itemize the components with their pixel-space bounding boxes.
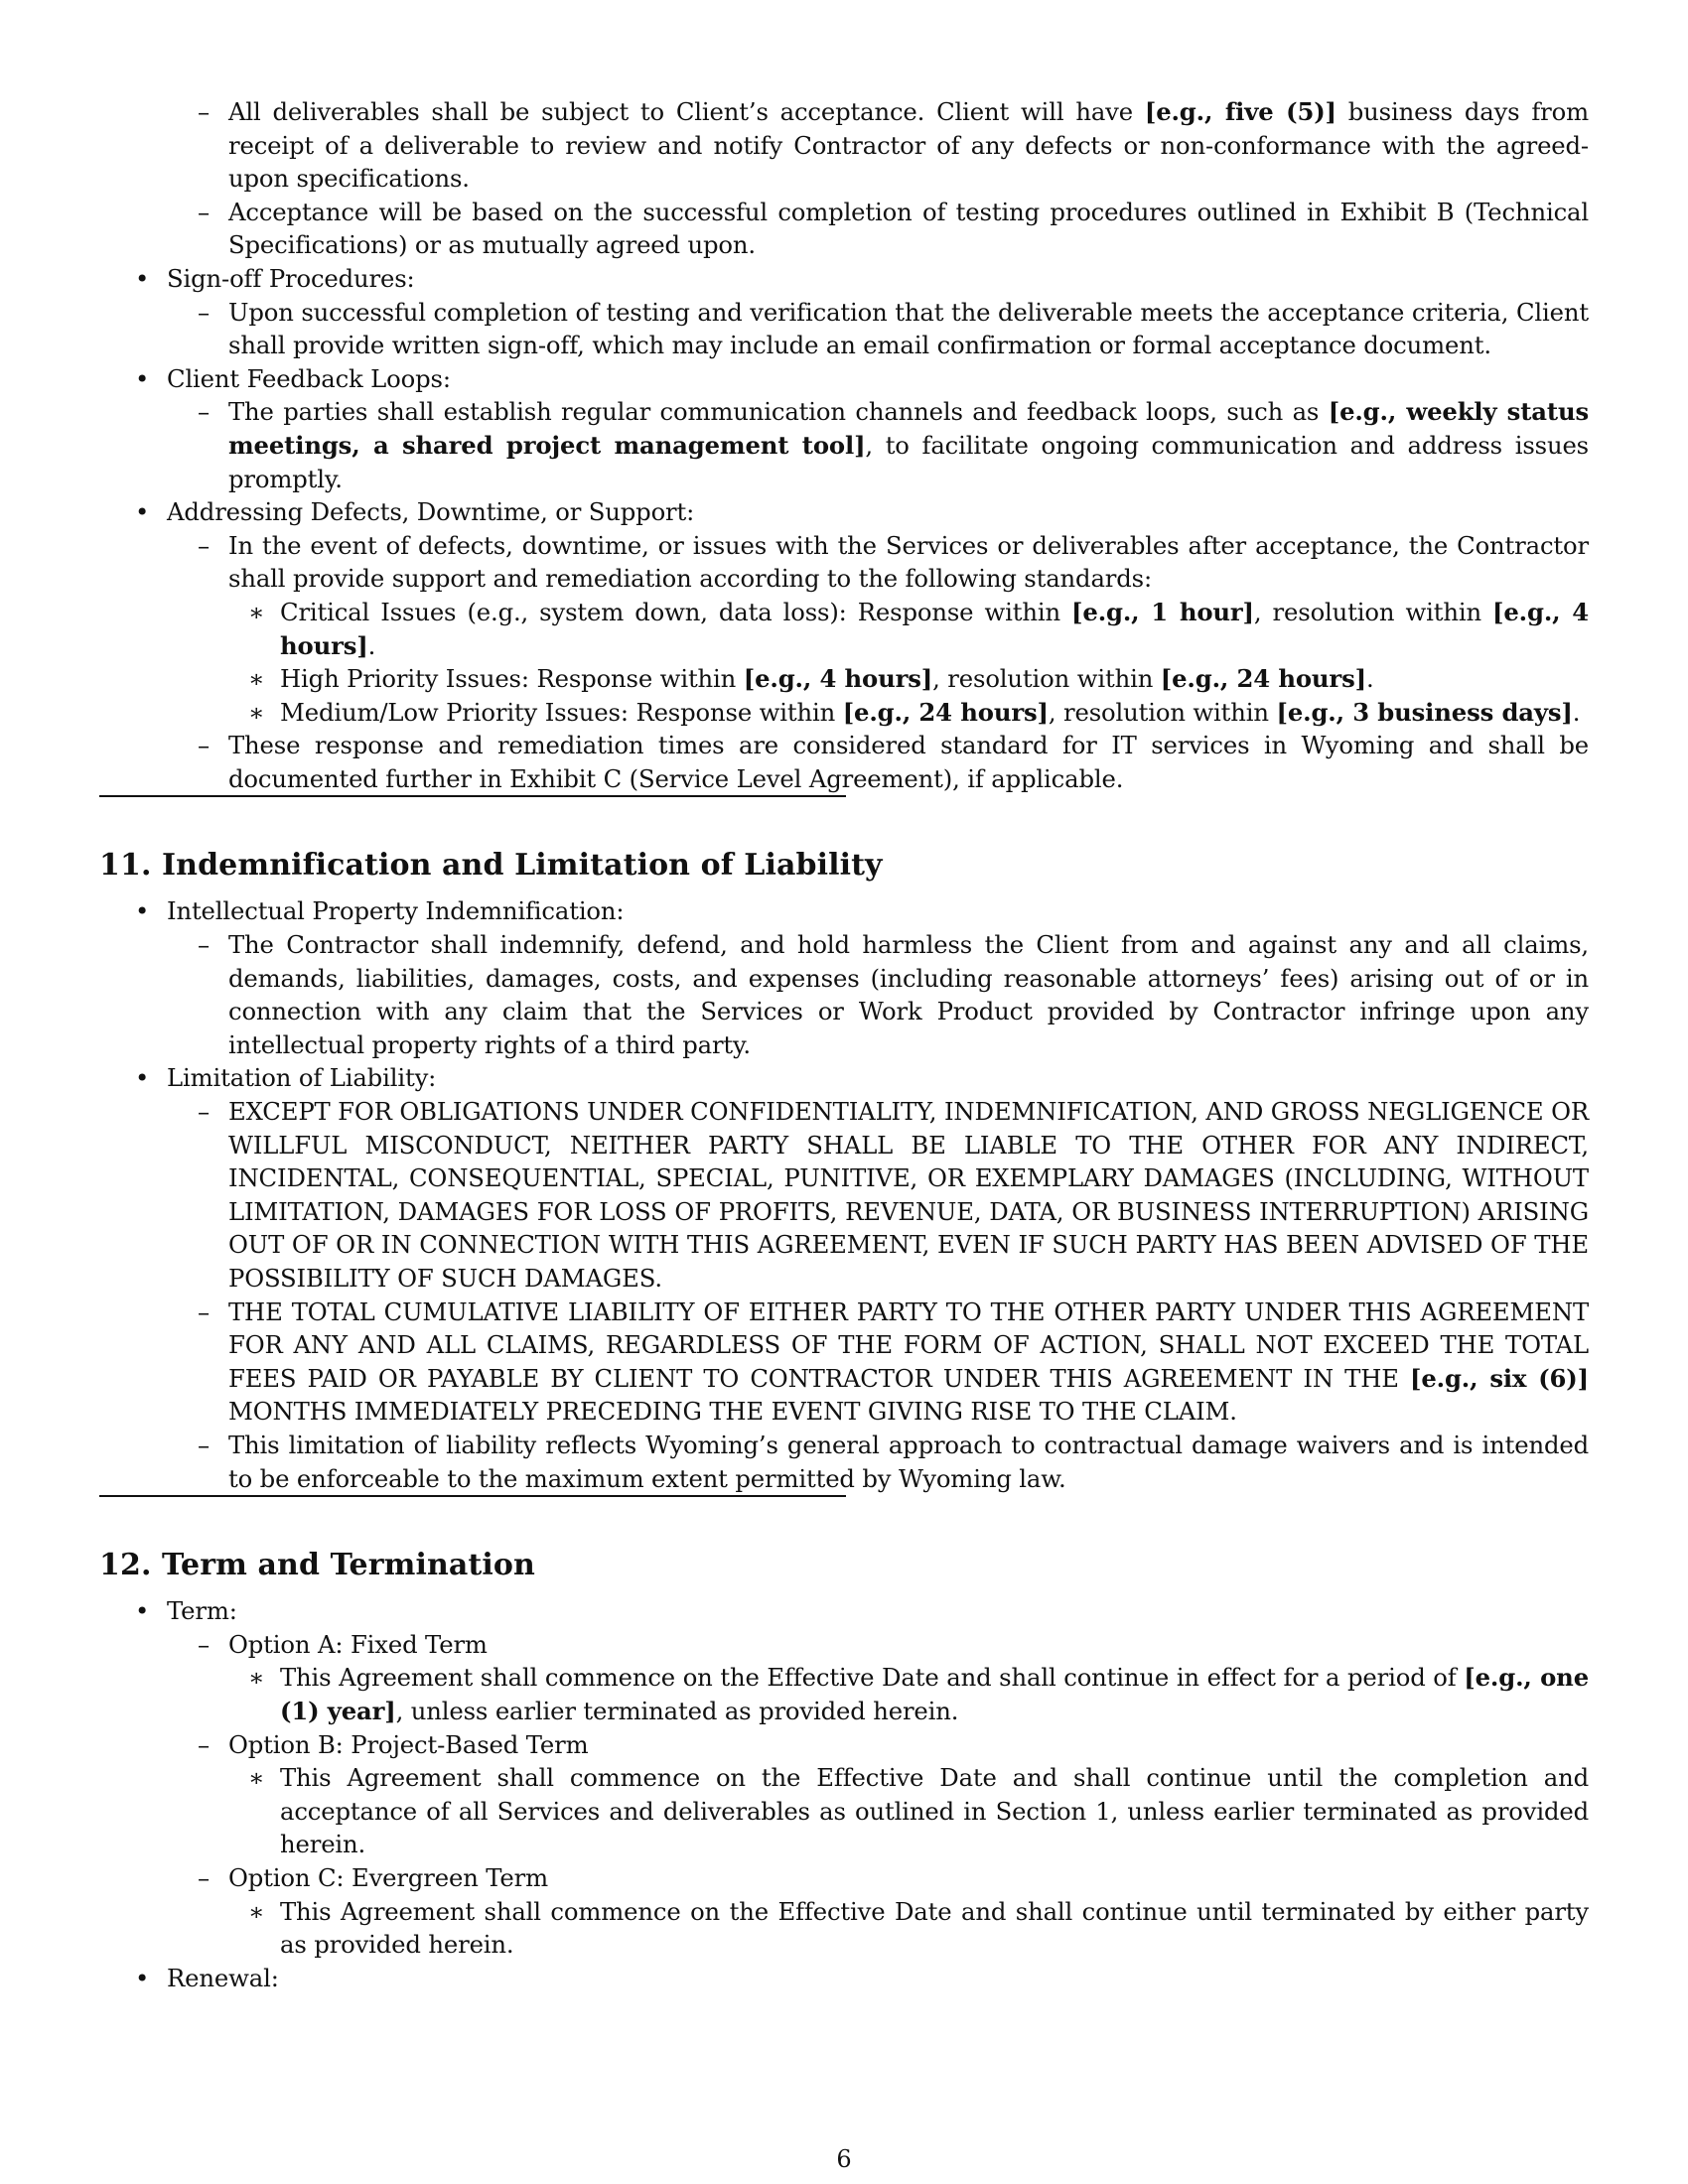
dash-marker: –	[198, 1629, 210, 1659]
list-item: ∗ This Agreement shall commence on the Effective Date and shall continue until the completion and acceptance of all Services and deliverables as outlined in Section 1, unless earlier terminated as provided herein.	[248, 1763, 1589, 1859]
document-body	[99, 95, 1589, 1994]
signoff-label: Sign-off Procedures:	[167, 263, 415, 293]
list-item: ∗ High Priority Issues: Response within [e.g., 4 hours], resolution within [e.g., 24 hours].	[99, 662, 1589, 696]
list-item: • Term:	[99, 1594, 1589, 1628]
list-item: ∗ This Agreement shall commence on the Effective Date and shall continue until terminated by either party as provided herein.	[248, 1896, 1589, 1960]
list-item	[99, 262, 1589, 296]
dash-marker: –	[198, 930, 210, 960]
defects-label: Addressing Defects, Downtime, or Support:	[167, 497, 695, 527]
star-marker: ∗	[248, 664, 265, 694]
dash-marker: –	[198, 731, 210, 760]
dash-marker: –	[198, 530, 210, 560]
bullet-marker: •	[135, 263, 150, 293]
star-marker: ∗	[248, 1763, 265, 1793]
list-item: • Limitation of Liability:	[99, 1061, 1589, 1095]
dash-marker: –	[198, 397, 210, 427]
list-item: – Option A: Fixed Term	[99, 1628, 1589, 1662]
page-number: 6	[836, 2145, 852, 2173]
section-divider	[99, 795, 846, 797]
bullet-marker: •	[135, 1963, 150, 1992]
star-marker: ∗	[248, 697, 265, 727]
list-item: – THE TOTAL CUMULATIVE LIABILITY OF EITHER PARTY TO THE OTHER PARTY UNDER THIS AGREEMENT FOR ANY AND ALL CLAIMS, REGARDLESS OF THE FORM OF ACTION, SHALL NOT EXCEED THE TOTAL FEES PAID OR PAYABLE BY CLIENT TO CONTRACTOR UNDER THIS AGREEMENT IN THE [e.g., six (6)] MONTHS IMMEDIATELY PRECEDING THE EVENT GIVING RISE TO THE CLAIM.	[198, 1297, 1589, 1427]
bullet-marker: •	[135, 896, 150, 926]
list-item: ∗ This Agreement shall commence on the Effective Date and shall continue in effect for a period of [e.g., one (1) year], unless earlier terminated as provided herein.	[248, 1663, 1589, 1725]
bullet-marker: •	[135, 363, 150, 393]
list-item: – The Contractor shall indemnify, defend, and hold harmless the Client from and against any and all claims, demands, liabilities, damages, costs, and expenses (including reasonable attorneys’ fees) arising out of or in connection with any claim that the Services or Work Product provided by Contractor infringe upon any intellectual property rights of a third party.	[198, 930, 1589, 1059]
dash-marker: –	[198, 97, 210, 126]
list-item	[99, 362, 1589, 396]
list-item: – This limitation of liability reflects Wyoming’s general approach to contractual damage waivers and is intended to be enforceable to the maximum extent permitted by Wyoming law.	[198, 1430, 1589, 1493]
dash-marker: –	[198, 1297, 210, 1326]
list-item: ∗ Medium/Low Priority Issues: Response within [e.g., 24 hours], resolution within [e.g., 3 business days].	[99, 696, 1589, 730]
bullet-marker: •	[135, 1596, 150, 1626]
star-marker: ∗	[248, 1663, 265, 1693]
section-heading: 12. Term and Termination	[99, 1548, 535, 1583]
star-marker: ∗	[248, 597, 265, 626]
list-item: – Option B: Project-Based Term	[99, 1728, 1589, 1762]
list-item: – Option C: Evergreen Term	[99, 1861, 1589, 1895]
list-item	[99, 495, 1589, 529]
list-item: • Renewal:	[99, 1962, 1589, 1995]
list-item: – The parties shall establish regular communication channels and feedback loops, such as [e.g., weekly status meetings, a shared project management tool], to facilitate ongoing communication and address issues promptly.	[198, 397, 1590, 493]
dash-marker: –	[198, 1430, 210, 1459]
list-item: – Acceptance will be based on the successful completion of testing procedures outlined in Exhibit B (Technical Specifications) or as mutually agreed upon.	[198, 197, 1589, 260]
dash-marker: –	[198, 1862, 210, 1892]
dash-marker: –	[198, 297, 210, 327]
dash-marker: –	[198, 1729, 210, 1759]
feedback-label: Client Feedback Loops:	[167, 363, 451, 393]
dash-marker: –	[198, 1097, 210, 1127]
list-item: – All deliverables shall be subject to Client’s acceptance. Client will have [e.g., five (5)] business days from receipt of a deliverable to review and notify Contractor of any defects or non-conformance with the agreed-upon specifications.	[198, 97, 1589, 194]
list-item: – Upon successful completion of testing and verification that the deliverable meets the acceptance criteria, Client shall provide written sign-off, which may include an email confirmation or formal acceptance document.	[198, 297, 1589, 360]
list-item: – These response and remediation times are considered standard for IT services in Wyoming and shall be documented further in Exhibit C (Service Level Agreement), if applicable.	[198, 731, 1589, 793]
dash-marker: –	[198, 197, 210, 226]
list-item: ∗ Critical Issues (e.g., system down, data loss): Response within [e.g., 1 hour], resolution within [e.g., 4 hours].	[248, 597, 1589, 660]
list-item: • Intellectual Property Indemnification:	[99, 894, 1589, 928]
section-divider	[99, 1495, 846, 1497]
bullet-marker: •	[135, 497, 150, 527]
star-marker: ∗	[248, 1896, 265, 1926]
bullet-marker: •	[135, 1063, 150, 1093]
list-item: – EXCEPT FOR OBLIGATIONS UNDER CONFIDENTIALITY, INDEMNIFICATION, AND GROSS NEGLIGENCE OR WILLFUL MISCONDUCT, NEITHER PARTY SHALL BE LIABLE TO THE OTHER FOR ANY INDIRECT, INCIDENTAL, CONSEQUENTIAL, SPECIAL, PUNITIVE, OR EXEMPLARY DAMAGES (INCLUDING, WITHOUT LIMITATION, DAMAGES FOR LOSS OF PROFITS, REVENUE, DATA, OR BUSINESS INTERRUPTION) ARISING OUT OF OR IN CONNECTION WITH THIS AGREEMENT, EVEN IF SUCH PARTY HAS BEEN ADVISED OF THE POSSIBILITY OF SUCH DAMAGES.	[198, 1097, 1589, 1293]
list-item: – In the event of defects, downtime, or issues with the Services or deliverables after acceptance, the Contractor shall provide support and remediation according to the following standards:	[198, 530, 1589, 594]
section-heading: 11. Indemnification and Limitation of Liability	[99, 848, 883, 884]
